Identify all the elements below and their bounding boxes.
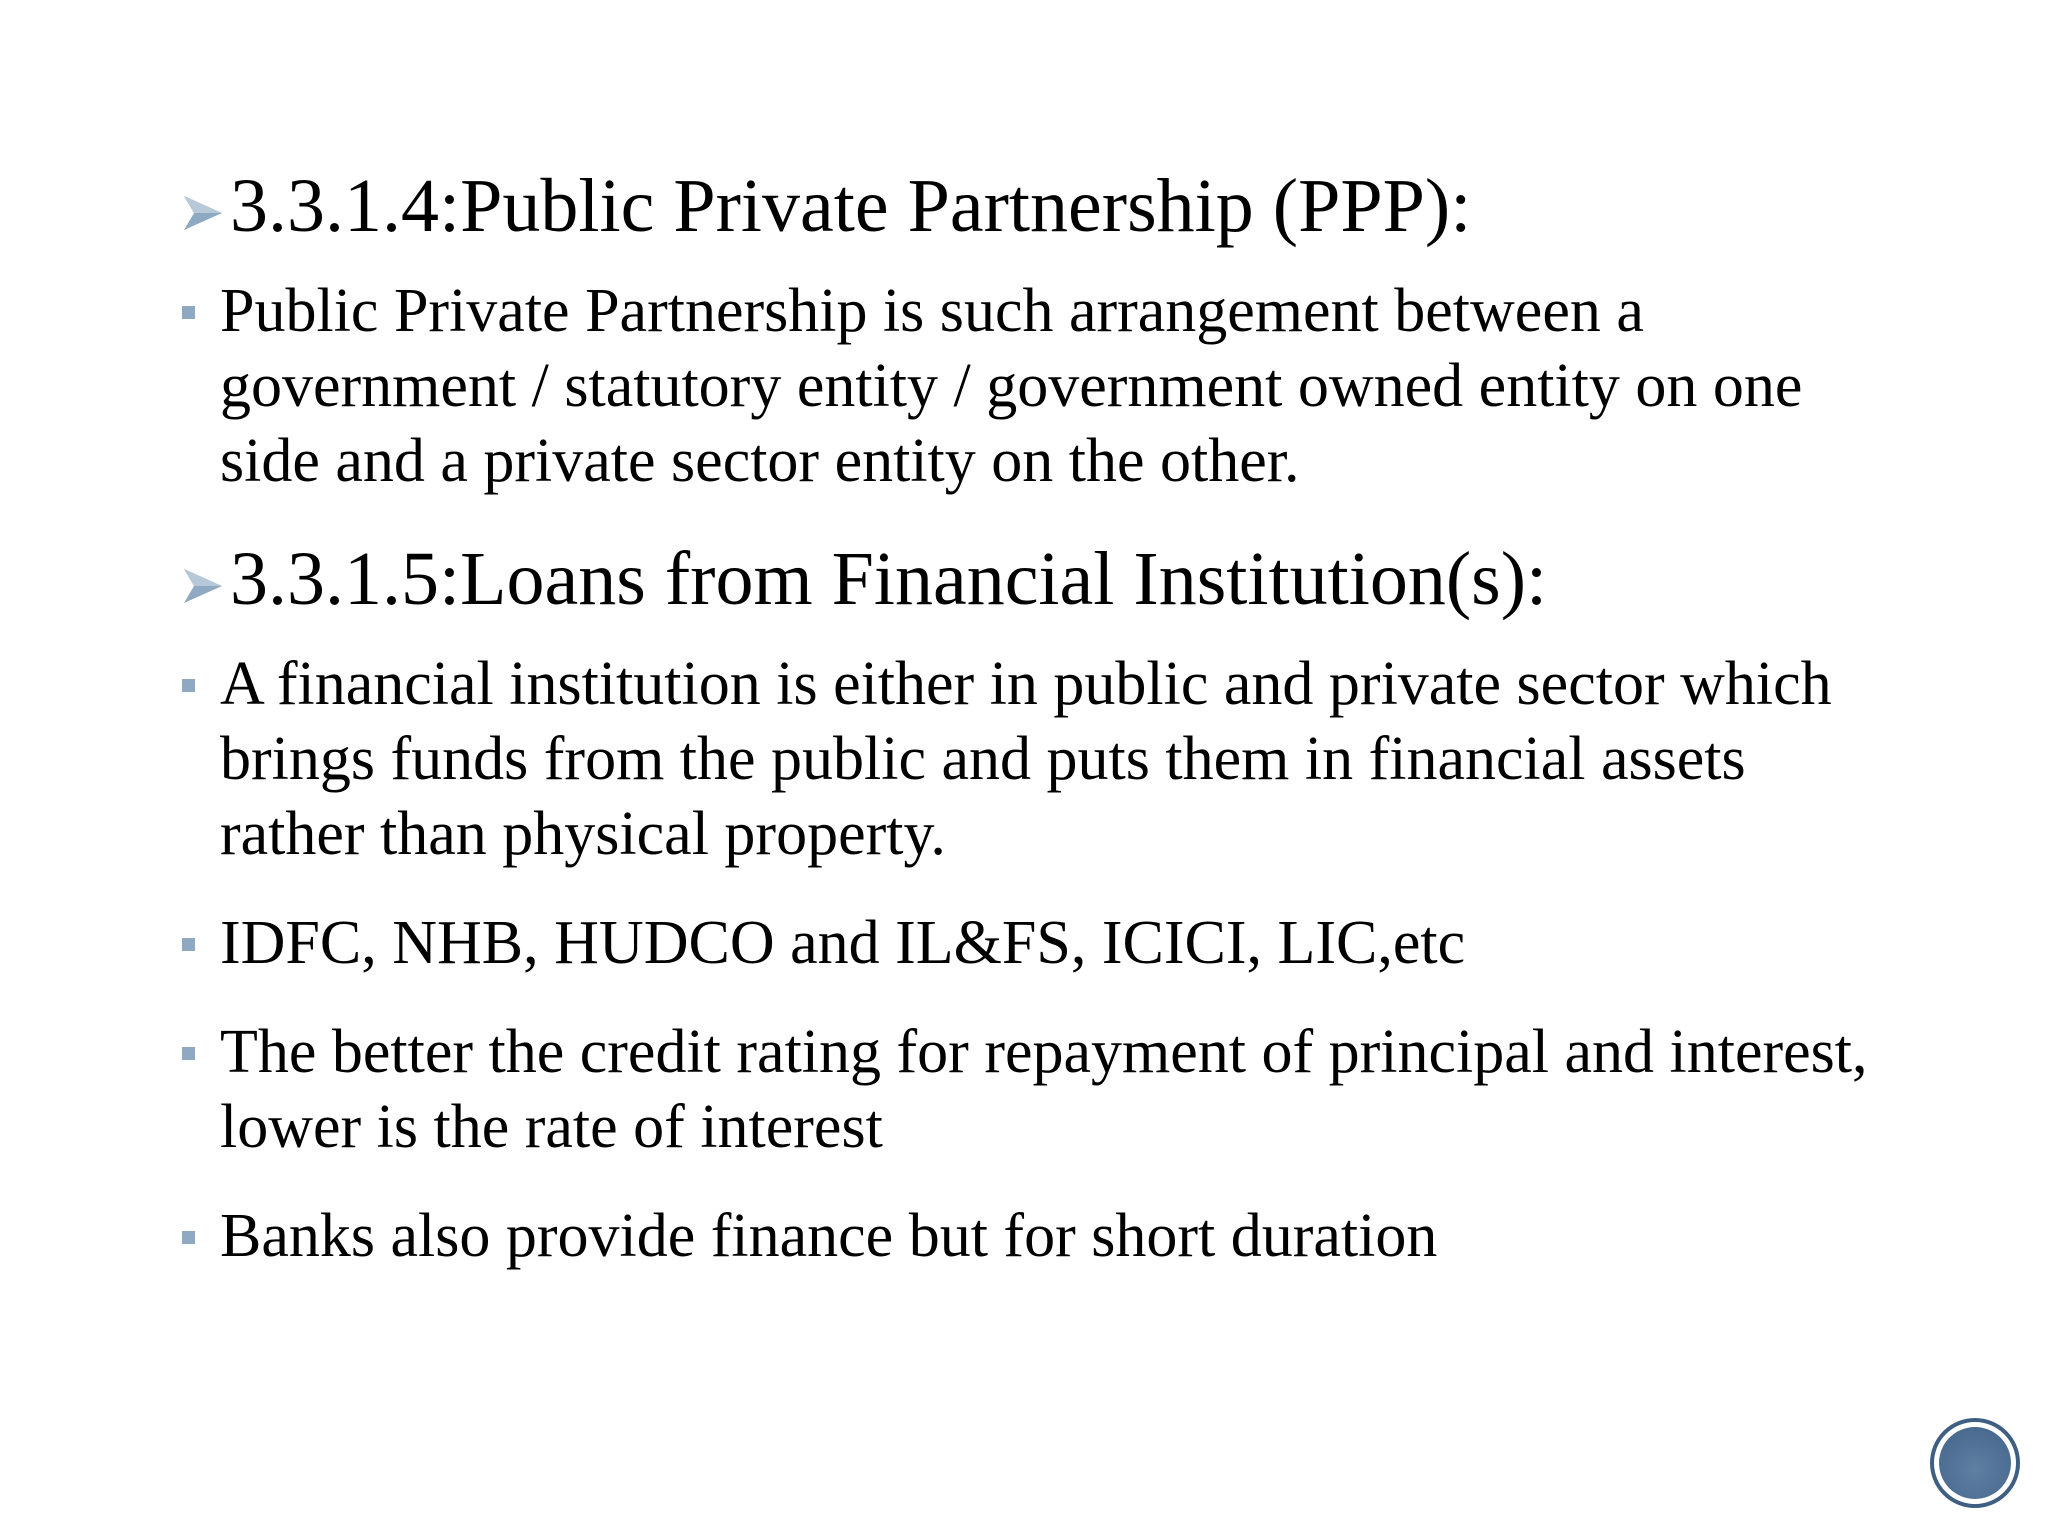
- list-item: [180, 1199, 1900, 1274]
- section-heading-loans: [180, 533, 1900, 625]
- circle-nav-button-icon[interactable]: [1930, 1418, 2020, 1508]
- slide-content: [180, 160, 1900, 1308]
- bullet-text: Public Private Partnership is such arrangement between a government / statutory entity / government owned entity on one side and a private sector entity on the other.: [220, 277, 1803, 495]
- square-bullet-icon: [182, 306, 195, 319]
- square-bullet-icon: [182, 679, 195, 692]
- list-item: [180, 274, 1900, 499]
- bullet-text: IDFC, NHB, HUDCO and IL&FS, ICICI, LIC,etc: [220, 909, 1466, 977]
- section-heading-text: 3.3.1.4:Public Private Partnership (PPP):: [230, 164, 1472, 248]
- arrowhead-icon: [180, 190, 226, 236]
- section-heading-ppp: [180, 160, 1900, 252]
- bullet-text: A financial institution is either in public and private sector which brings funds from the public and puts them in financial assets rather than physical property.: [220, 650, 1832, 868]
- list-item: [180, 1015, 1900, 1165]
- arrowhead-icon: [180, 563, 226, 609]
- bullet-text: Banks also provide finance but for short duration: [220, 1202, 1438, 1270]
- square-bullet-icon: [182, 1231, 195, 1244]
- list-item: [180, 906, 1900, 981]
- square-bullet-icon: [182, 938, 195, 951]
- square-bullet-icon: [182, 1047, 195, 1060]
- list-item: [180, 647, 1900, 872]
- section-heading-text: 3.3.1.5:Loans from Financial Institution(s):: [230, 537, 1548, 621]
- nav-button-face: [1939, 1427, 2011, 1499]
- bullet-text: The better the credit rating for repayment of principal and interest, lower is the rate of interest: [220, 1018, 1868, 1161]
